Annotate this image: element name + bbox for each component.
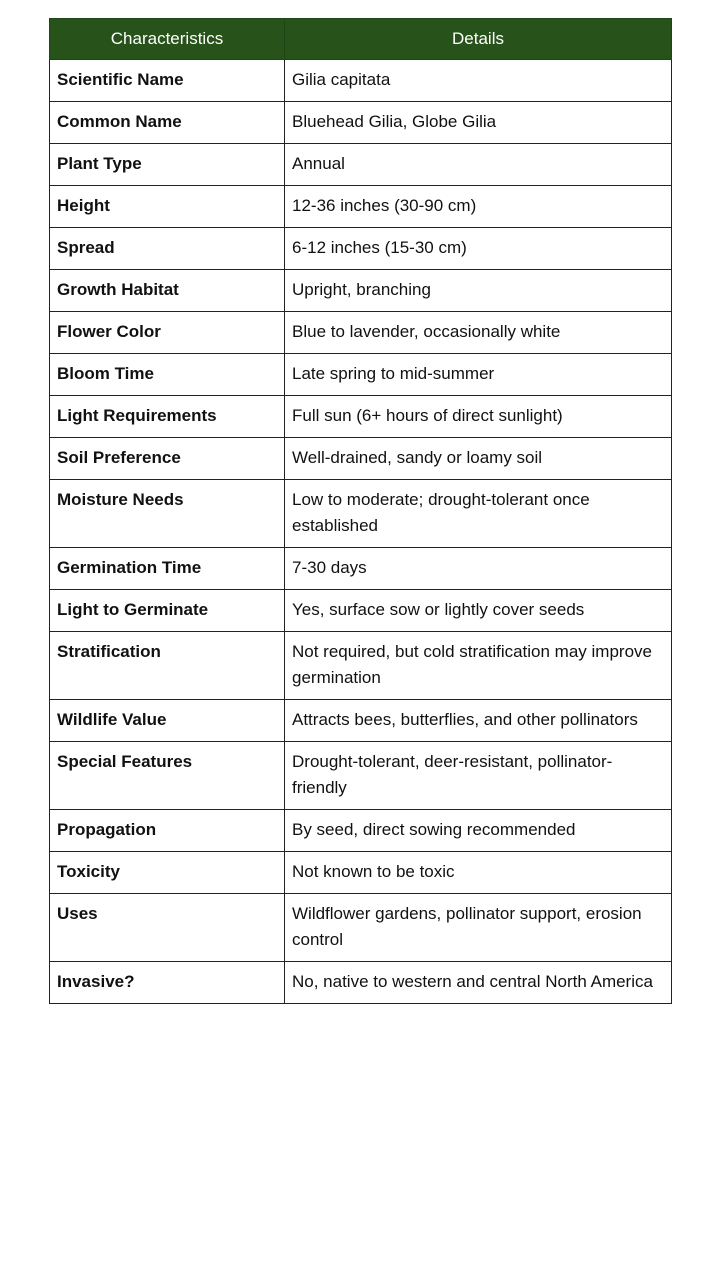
row-value: Bluehead Gilia, Globe Gilia: [285, 102, 672, 144]
table-row: [50, 632, 672, 700]
table-row: [50, 312, 672, 354]
row-value: Annual: [285, 144, 672, 186]
table-row: [50, 228, 672, 270]
row-label: Toxicity: [50, 852, 285, 894]
row-value: By seed, direct sowing recommended: [285, 810, 672, 852]
row-label: Light Requirements: [50, 396, 285, 438]
table-row: [50, 438, 672, 480]
row-value: Blue to lavender, occasionally white: [285, 312, 672, 354]
row-value: 7-30 days: [285, 548, 672, 590]
row-label: Soil Preference: [50, 438, 285, 480]
table-row: [50, 852, 672, 894]
row-label: Wildlife Value: [50, 700, 285, 742]
table-row: [50, 480, 672, 548]
table-row: [50, 894, 672, 962]
row-value: 12-36 inches (30-90 cm): [285, 186, 672, 228]
row-value: Late spring to mid-summer: [285, 354, 672, 396]
table-header-row: [50, 19, 672, 60]
table-row: [50, 60, 672, 102]
row-label: Stratification: [50, 632, 285, 700]
row-value: Gilia capitata: [285, 60, 672, 102]
table-row: [50, 396, 672, 438]
header-characteristics: Characteristics: [50, 19, 285, 60]
row-value: Not required, but cold stratification may improve germination: [285, 632, 672, 700]
row-value: Well-drained, sandy or loamy soil: [285, 438, 672, 480]
table-row: [50, 270, 672, 312]
row-value: 6-12 inches (15-30 cm): [285, 228, 672, 270]
row-label: Plant Type: [50, 144, 285, 186]
row-label: Flower Color: [50, 312, 285, 354]
table-header: [50, 19, 672, 60]
row-value: Upright, branching: [285, 270, 672, 312]
header-details: Details: [285, 19, 672, 60]
table-row: [50, 962, 672, 1004]
row-label: Growth Habitat: [50, 270, 285, 312]
row-value: No, native to western and central North America: [285, 962, 672, 1004]
row-label: Uses: [50, 894, 285, 962]
table-row: [50, 742, 672, 810]
table-row: [50, 548, 672, 590]
row-label: Moisture Needs: [50, 480, 285, 548]
row-value: Drought-tolerant, deer-resistant, pollinator-friendly: [285, 742, 672, 810]
row-label: Germination Time: [50, 548, 285, 590]
row-label: Height: [50, 186, 285, 228]
row-label: Spread: [50, 228, 285, 270]
row-value: Full sun (6+ hours of direct sunlight): [285, 396, 672, 438]
row-label: Invasive?: [50, 962, 285, 1004]
row-label: Common Name: [50, 102, 285, 144]
row-value: Low to moderate; drought-tolerant once established: [285, 480, 672, 548]
row-value: Wildflower gardens, pollinator support, erosion control: [285, 894, 672, 962]
table-row: [50, 810, 672, 852]
table-row: [50, 144, 672, 186]
row-value: Not known to be toxic: [285, 852, 672, 894]
row-value: Yes, surface sow or lightly cover seeds: [285, 590, 672, 632]
table-row: [50, 700, 672, 742]
table-body: [50, 60, 672, 1004]
table-row: [50, 590, 672, 632]
row-label: Light to Germinate: [50, 590, 285, 632]
table-row: [50, 186, 672, 228]
row-label: Special Features: [50, 742, 285, 810]
table-row: [50, 102, 672, 144]
table-row: [50, 354, 672, 396]
row-label: Bloom Time: [50, 354, 285, 396]
row-label: Scientific Name: [50, 60, 285, 102]
plant-characteristics-table: [49, 18, 672, 1004]
row-value: Attracts bees, butterflies, and other pollinators: [285, 700, 672, 742]
row-label: Propagation: [50, 810, 285, 852]
